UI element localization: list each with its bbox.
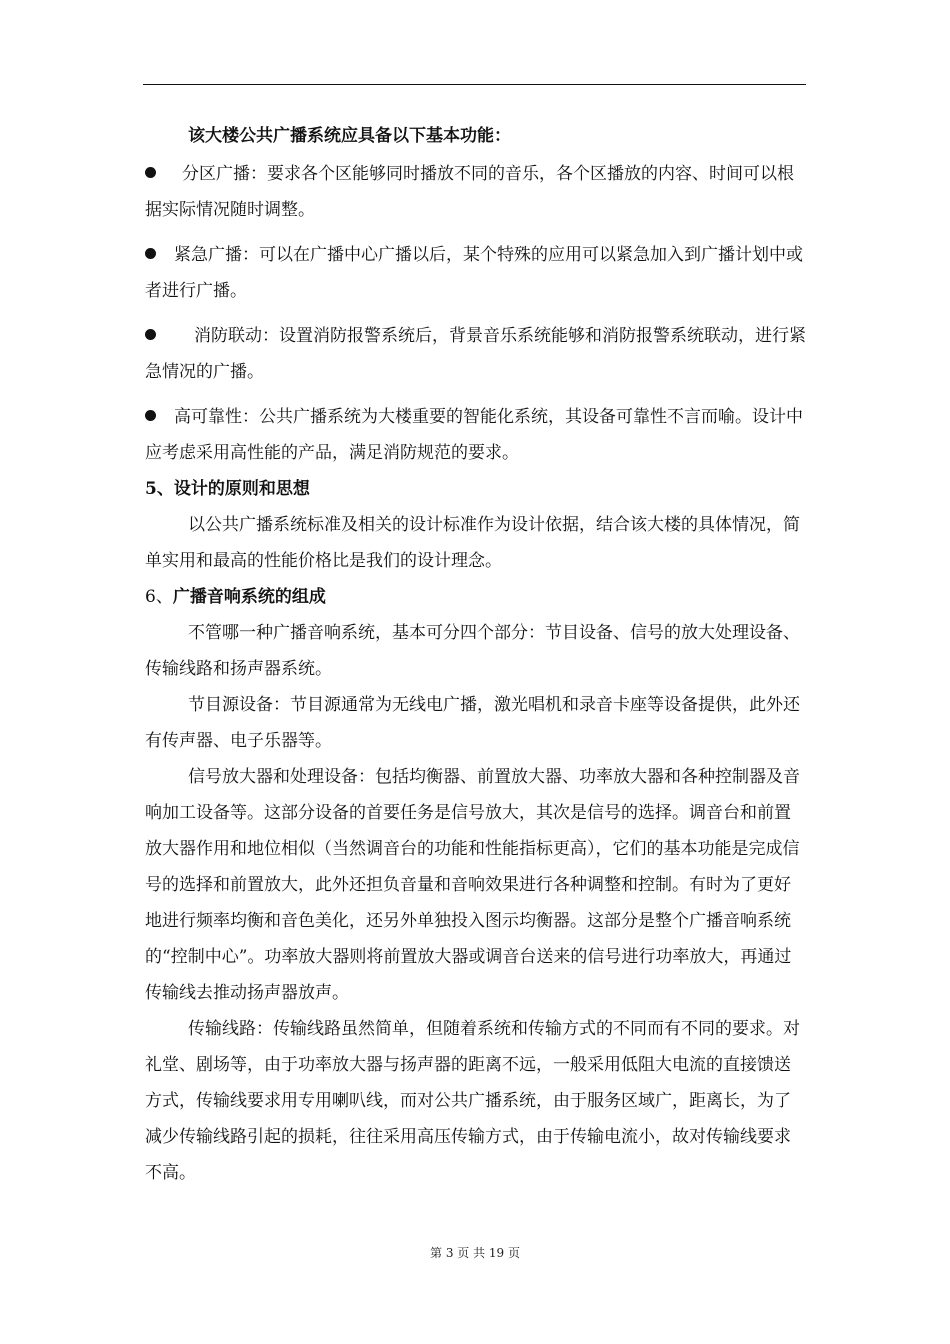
section-6-paragraph: 节目源设备：节目源通常为无线电广播，激光唱机和录音卡座等设备提供，此外还有传声器、电子乐器等。 xyxy=(145,695,800,751)
section-6-heading: 6、广播音响系统的组成 xyxy=(145,587,326,607)
section-6-paragraph: 不管哪一种广播音响系统，基本可分四个部分：节目设备、信号的放大处理设备、传输线路和扬声器系统。 xyxy=(145,623,800,679)
feature-list xyxy=(145,156,807,471)
list-item: 高可靠性：公共广播系统为大楼重要的智能化系统，其设备可靠性不言而喻。设计中应考虑采用高性能的产品，满足消防规范的要求。 xyxy=(145,407,803,463)
list-item: 分区广播：要求各个区能够同时播放不同的音乐，各个区播放的内容、时间可以根据实际情况随时调整。 xyxy=(145,164,794,220)
bullet-icon xyxy=(145,329,156,340)
header-rule xyxy=(143,84,806,85)
page-number-footer: 第 3 页 共 19 页 xyxy=(430,1246,520,1260)
list-item: 紧急广播：可以在广播中心广播以后，某个特殊的应用可以紧急加入到广播计划中或者进行广播。 xyxy=(145,245,803,301)
bullet-icon xyxy=(145,410,156,421)
bullet-icon xyxy=(145,248,156,259)
page-content xyxy=(145,118,807,1191)
list-item: 消防联动：设置消防报警系统后，背景音乐系统能够和消防报警系统联动，进行紧急情况的广播。 xyxy=(145,326,806,382)
bullet-icon xyxy=(145,167,156,178)
section-6-paragraph: 信号放大器和处理设备：包括均衡器、前置放大器、功率放大器和各种控制器及音响加工设备等。这部分设备的首要任务是信号放大，其次是信号的选择。调音台和前置放大器作用和地位相似（当然调音台的功能和性能指标更高），它们的基本功能是完成信号的选择和前置放大，此外还担负音量和音响效果进行各种调整和控制。有时为了更好地进行频率均衡和音色美化，还另外单独投入图示均衡器。这部分是整个广播音响系统的“控制中心”。功率放大器则将前置放大器或调音台送来的信号进行功率放大，再通过传输线去推动扬声器放声。 xyxy=(145,767,800,1003)
section-6-paragraph: 传输线路：传输线路虽然简单，但随着系统和传输方式的不同而有不同的要求。对礼堂、剧场等，由于功率放大器与扬声器的距离不远，一般采用低阻大电流的直接馈送方式，传输线要求用专用喇叭线，而对公共广播系统，由于服务区域广，距离长，为了减少传输线路引起的损耗，往往采用高压传输方式，由于传输电流小，故对传输线要求不高。 xyxy=(145,1019,800,1183)
intro-heading: 该大楼公共广播系统应具备以下基本功能： xyxy=(188,126,511,146)
section-5-paragraph: 以公共广播系统标准及相关的设计标准作为设计依据，结合该大楼的具体情况，简单实用和最高的性能价格比是我们的设计理念。 xyxy=(145,515,800,571)
section-5-heading: 5、设计的原则和思想 xyxy=(145,479,310,499)
